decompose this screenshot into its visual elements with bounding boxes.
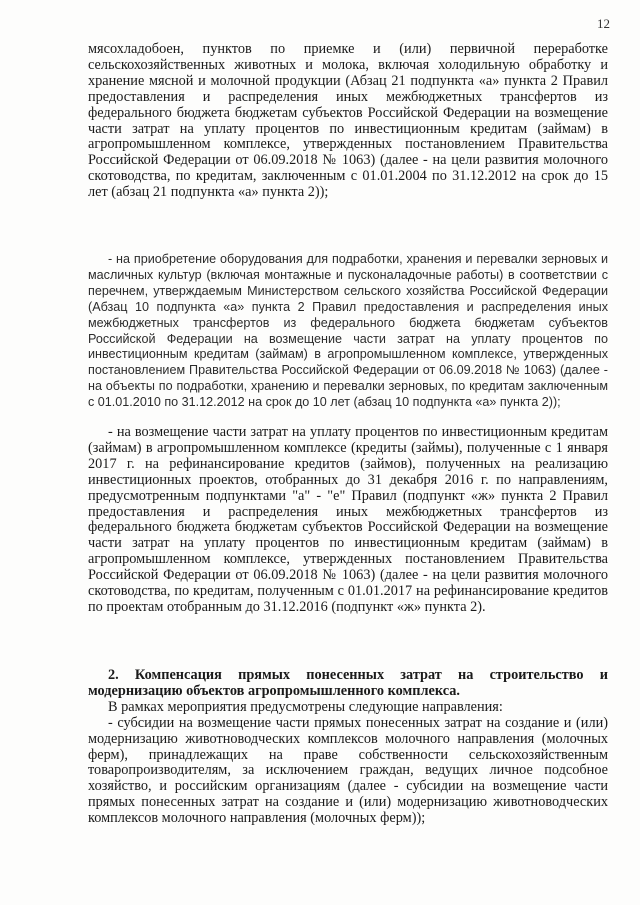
text-block-3 (88, 425, 608, 616)
text-block-2 (88, 252, 608, 411)
paragraph-2: - на приобретение оборудования для подработки, хранения и перевалки зерновых и масличных культур (включая монтажные и пусконаладочные работы) в соответствии с перечнем, утверждаемым Министерством сельского хозяйства Российской Федерации (Абзац 10 подпункта «а» пункта 2 Правил предоставления и распределения иных межбюджетных трансфертов из федерального бюджета бюджетам субъектов Российской Федерации на возмещение части затрат на уплату процентов по инвестиционным кредитам (займам) в агропромышленном комплексе, утвержденных постановлением Правительства Российской Федерации от 06.09.2018 № 1063) (далее - на объекты по подработки, хранению и перевалки зерновых, по кредитам заключенным с 01.01.2010 по 31.12.2012 на срок до 10 лет (абзац 10 подпункта «а» пункта 2)); (88, 252, 608, 410)
paragraph-3: - на возмещение части затрат на уплату процентов по инвестиционным кредитам (займам) в агропромышленном комплексе (кредиты (займы), полученные с 1 января 2017 г. на рефинансирование кредитов (займов), полученных на реализацию инвестиционных проектов, отобранных до 31 декабря 2016 г. по направлениям, предусмотренным подпунктами "а" - "е" Правил (подпункт «ж» пункта 2 Правил предоставления и распределения иных межбюджетных трансфертов из федерального бюджета бюджетам субъектов Российской Федерации на возмещение части затрат на уплату процентов по инвестиционным кредитам (займам) в агропромышленном комплексе, утвержденных постановлением Правительства Российской Федерации от 06.09.2018 № 1063) (далее - на цели развития молочного скотоводства, по кредитам, полученным с 01.01.2017 на рефинансирование кредитов по проектам отобранным до 31.12.2016 (подпункт «ж» пункта 2). (88, 424, 608, 615)
page-number: 12 (597, 16, 610, 31)
section-heading: 2. Компенсация прямых понесенных затрат на строительство и модернизацию объектов агропромышленного комплекса. (88, 667, 608, 699)
paragraph-1: мясохладобоен, пунктов по приемке и (или) первичной переработке сельскохозяйственных животных и молока, включая холодильную обработку и хранение мясной и молочной продукции (Абзац 21 подпункта «а» пункта 2 Правил предоставления и распределения иных межбюджетных трансфертов из федерального бюджета бюджетам субъектов Российской Федерации на возмещение части затрат на уплату процентов по инвестиционным кредитам (займам) в агропромышленном комплексе, утвержденных постановлением Правительства Российской Федерации от 06.09.2018 № 1063) (далее - на цели развития молочного скотоводства, по кредитам, заключенным с 01.01.2004 по 31.12.2012 на срок до 15 лет (абзац 21 подпункта «а» пункта 2)); (88, 41, 608, 201)
paragraph-5: - субсидии на возмещение части прямых понесенных затрат на создание и (или) модернизацию животноводческих комплексов молочного направления (молочных ферм), принадлежащих на праве собственности сельскохозяйственным товаропроизводителям, за исключением граждан, ведущих личное подсобное хозяйство, и российским организациям (далее - субсидии на возмещение части прямых понесенных затрат на создание и (или) модернизацию животноводческих комплексов молочного направления (молочных ферм)); (88, 714, 608, 827)
text-block-4 (88, 668, 608, 827)
paragraph-4: В рамках мероприятия предусмотрены следующие направления: (108, 698, 503, 715)
text-block-1 (88, 42, 608, 201)
